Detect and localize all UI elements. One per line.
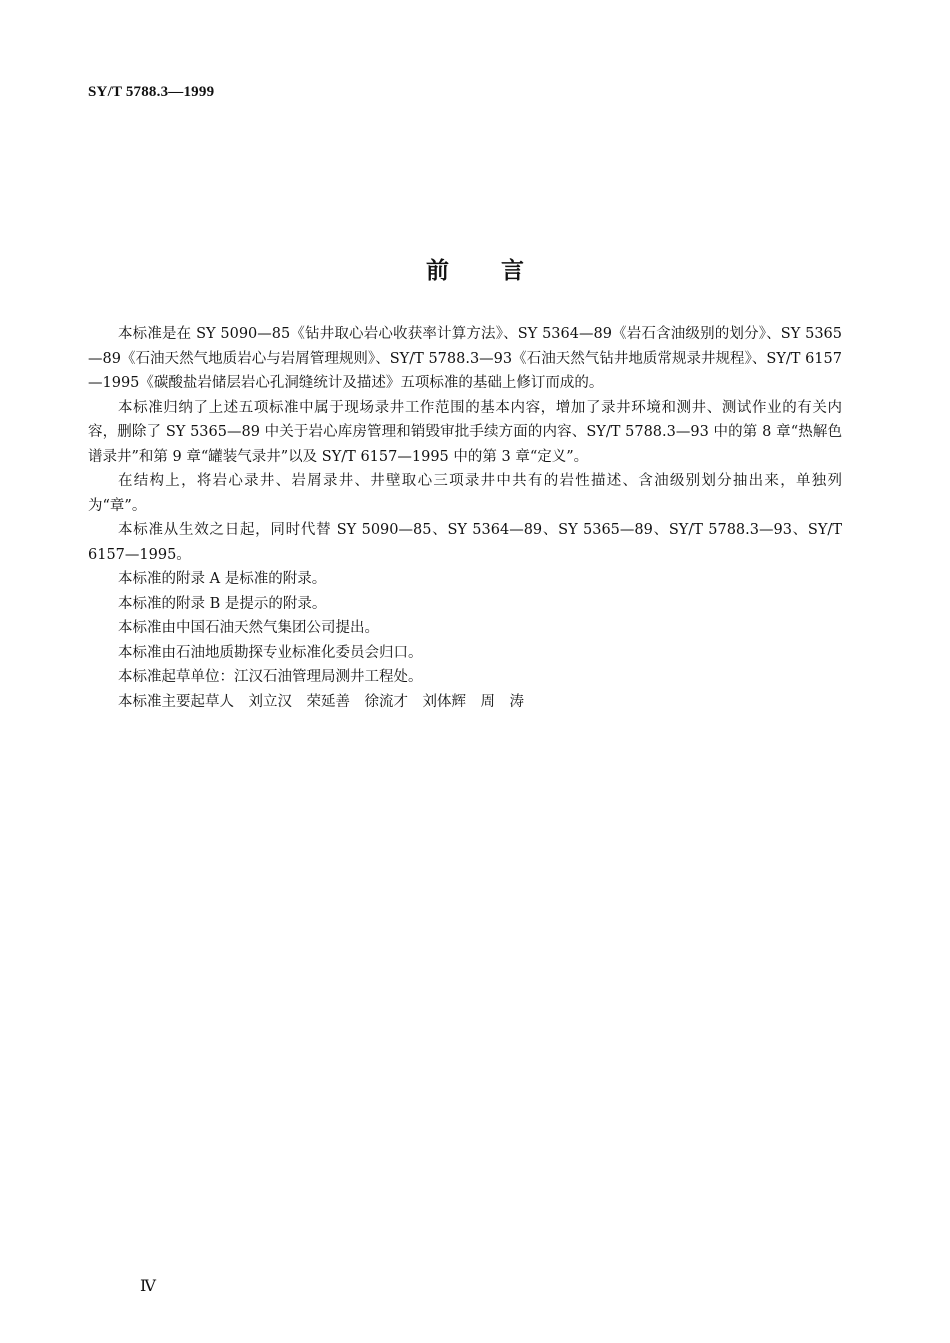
line-committee: 本标准由石油地质勘探专业标准化委员会归口。	[118, 644, 423, 661]
line-drafters: 本标准主要起草人 刘立汉 荣延善 徐流才 刘体辉 周 涛	[118, 693, 524, 710]
line-appendix-a: 本标准的附录 A 是标准的附录。	[118, 571, 327, 587]
paragraph-replacement: 本标准从生效之日起，同时代替 SY 5090—85、SY 5364—89、SY 5365—89、SY/T 5788.3—93、SY/T 6157—1995。	[88, 522, 842, 563]
paragraph-revision-basis: 本标准是在 SY 5090—85《钻井取心岩心收获率计算方法》、SY 5364—89《岩石含油级别的划分》、SY 5365—89《石油天然气地质岩心与岩屑管理规则》、SY/T 5788.3—93《石油天然气钻井地质常规录井规程》、SY/T 6157—1995《碳酸盐岩储层岩心孔洞缝统计及描述》五项标准的基础上修订而成的。	[88, 326, 842, 391]
standard-code: SY/T 5788.3—1999	[88, 84, 215, 100]
page-title: 前言	[426, 258, 576, 284]
line-appendix-b: 本标准的附录 B 是提示的附录。	[118, 595, 327, 612]
foreword-body	[88, 322, 842, 714]
paragraph-content-changes: 本标准归纳了上述五项标准中属于现场录井工作范围的基本内容，增加了录井环境和测井、测试作业的有关内容，删除了 SY 5365—89 中关于岩心库房管理和销毁审批手续方面的内容、SY/T 5788.3—93 中的第 8 章“热解色谱录井”和第 9 章“罐装气录井”以及 SY/T 6157—1995 中的第 3 章“定义”。	[88, 399, 842, 465]
line-proposer: 本标准由中国石油天然气集团公司提出。	[118, 620, 379, 636]
page-number: Ⅳ	[140, 1278, 156, 1295]
line-drafting-unit: 本标准起草单位：江汉石油管理局测井工程处。	[118, 669, 423, 685]
paragraph-structure: 在结构上，将岩心录井、岩屑录井、井壁取心三项录井中共有的岩性描述、含油级别划分抽出来，单独列为“章”。	[88, 473, 842, 514]
